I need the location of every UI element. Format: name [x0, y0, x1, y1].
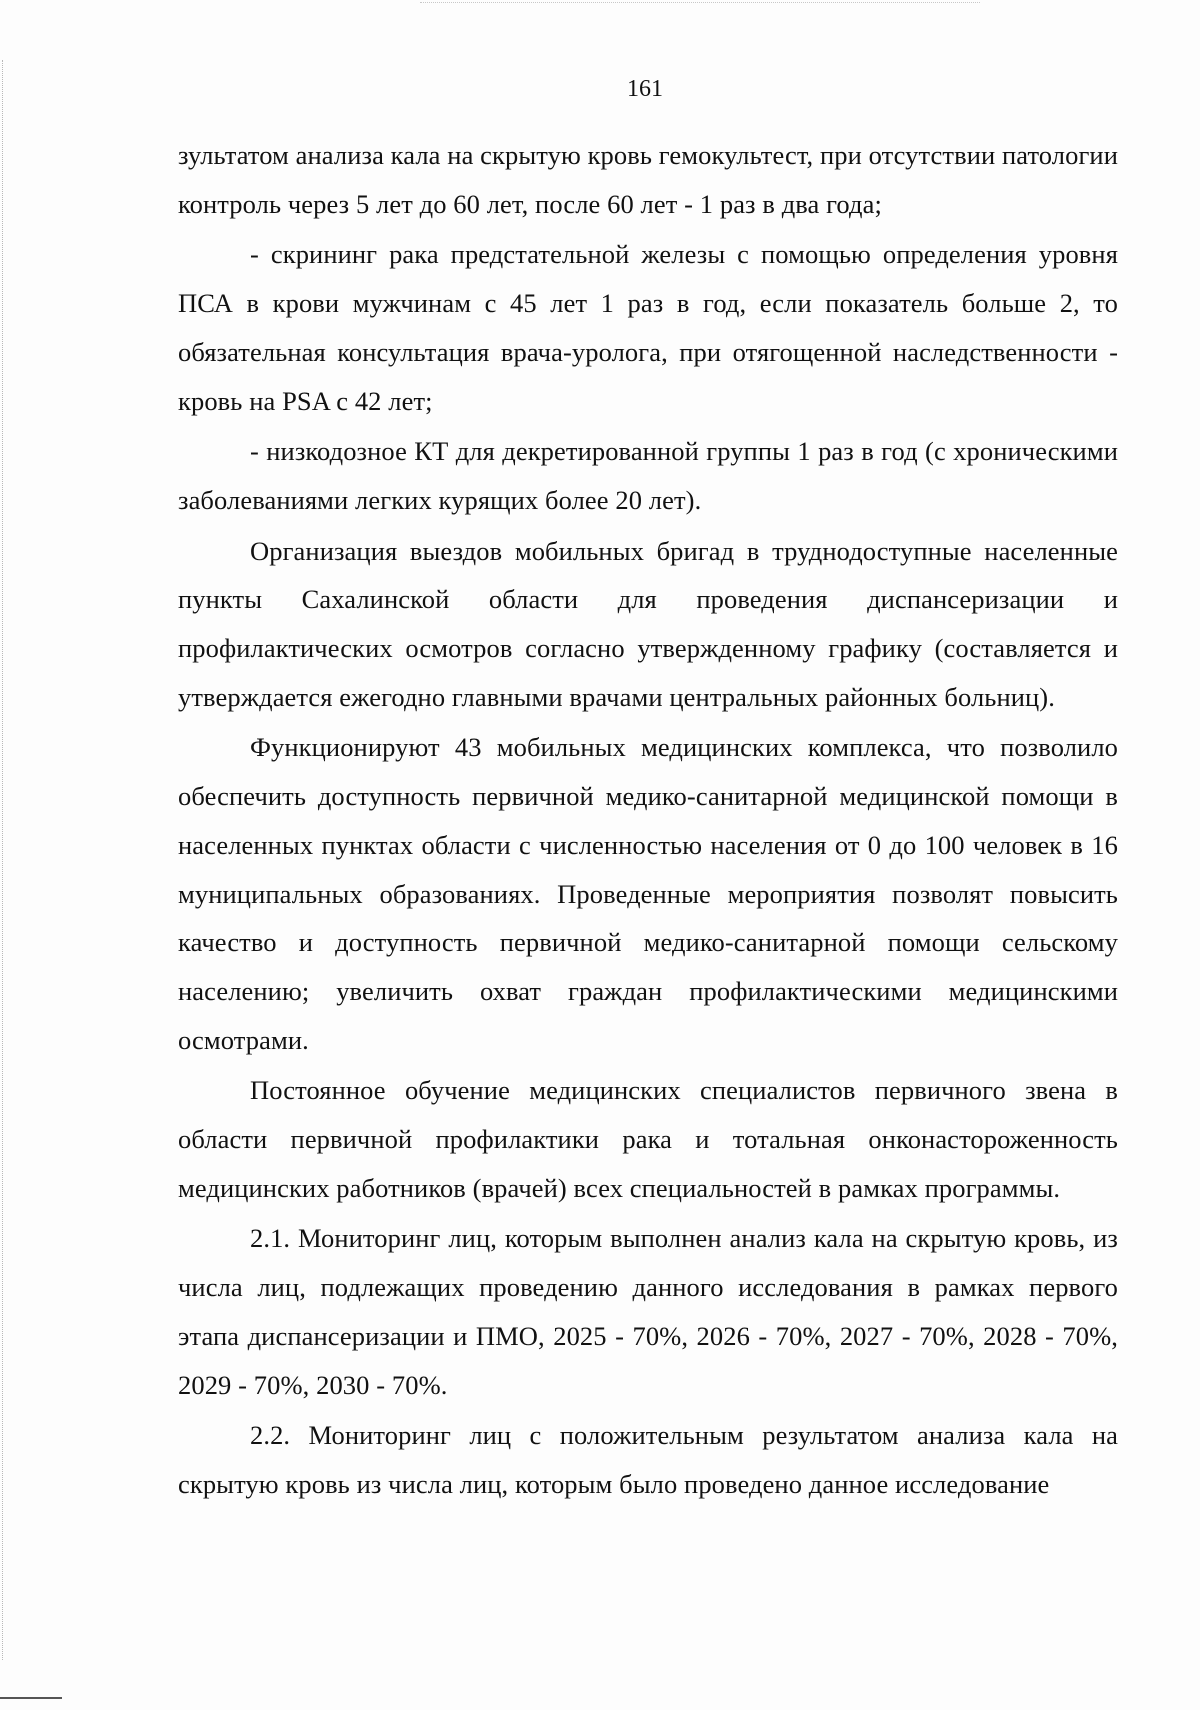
paragraph: - низкодозное КТ для декретированной группы 1 раз в год (с хроническими заболеваниями легких курящих более 20 лет).	[178, 436, 1118, 515]
page-number: 161	[627, 76, 663, 102]
scan-edge-left	[2, 60, 6, 1660]
paragraph: зультатом анализа кала на скрытую кровь гемокультест, при отсутствии патологии контроль через 5 лет до 60 лет, после 60 лет - 1 раз в два года;	[178, 140, 1118, 219]
paragraph: Функционируют 43 мобильных медицинских комплекса, что позволило обеспечить доступность первичной медико-санитарной медицинской помощи в населенных пунктах области с численностью населения от 0 до 100 человек в 16 муниципальных образованиях. Проведенные мероприятия позволят повысить качество и доступность первичной медико-санитарной помощи сельскому населению; увеличить охват граждан профилактическими медицинскими осмотрами.	[178, 732, 1118, 1055]
paragraph: 2.1. Мониторинг лиц, которым выполнен анализ кала на скрытую кровь, из числа лиц, подлежащих проведению данного исследования в рамках первого этапа диспансеризации и ПМО, 2025 - 70%, 2026 - 70%, 2027 - 70%, 2028 - 70%, 2029 - 70%, 2030 - 70%.	[178, 1223, 1118, 1400]
scan-edge-top	[420, 2, 980, 4]
paragraph: Организация выездов мобильных бригад в труднодоступные населенные пункты Сахалинской области для проведения диспансеризации и профилактических осмотров согласно утвержденному графику (составляется и утверждается ежегодно главными врачами центральных районных больниц).	[178, 535, 1118, 712]
document-body	[178, 131, 1118, 1509]
scan-corner-mark	[0, 1697, 62, 1702]
paragraph: Постоянное обучение медицинских специалистов первичного звена в области первичной профилактики рака и тотальная онконастороженность медицинских работников (врачей) всех специальностей в рамках программы.	[178, 1075, 1118, 1203]
paragraph: 2.2. Мониторинг лиц с положительным результатом анализа кала на скрытую кровь из числа лиц, которым было проведено данное исследование	[178, 1420, 1118, 1499]
paragraph: - скрининг рака предстательной железы с помощью определения уровня ПСА в крови мужчинам с 45 лет 1 раз в год, если показатель больше 2, то обязательная консультация врача-уролога, при отягощенной наследственности - кровь на PSA с 42 лет;	[178, 239, 1118, 416]
